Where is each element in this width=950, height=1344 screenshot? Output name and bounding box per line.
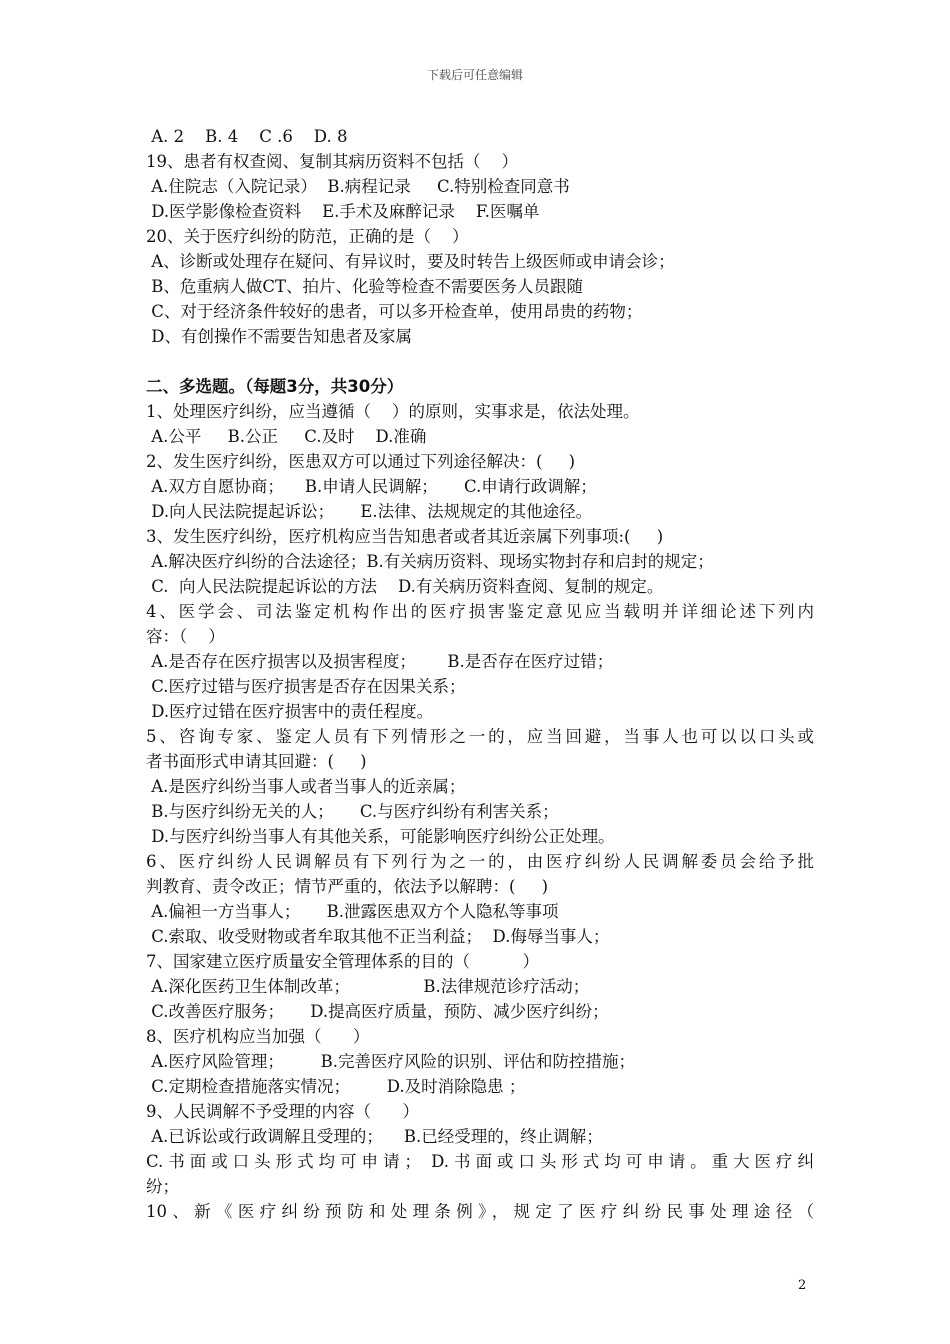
text-line: A.双方自愿协商； B.申请人民调解； C.申请行政调解；: [146, 477, 597, 496]
text-line: D.医学影像检查资料 E.手术及麻醉记录 F.医嘱单: [146, 202, 540, 221]
text-line: C. 向人民法院提起诉讼的方法 D.有关病历资料查阅、复制的规定。: [146, 577, 664, 596]
text-line: D.医疗过错在医疗损害中的责任程度。: [146, 702, 434, 721]
text-line: A.已诉讼或行政调解且受理的； B.已经受理的，终止调解；: [146, 1127, 603, 1146]
question-19: 19、患者有权查阅、复制其病历资料不包括（ ）: [146, 152, 518, 171]
text-line: A.是否存在医疗损害以及损害程度； B.是否存在医疗过错；: [146, 652, 614, 671]
blank-line: [146, 349, 814, 374]
text-line: A.医疗风险管理； B.完善医疗风险的识别、评估和防控措施；: [146, 1052, 635, 1071]
question-4: 4、医学会、司法鉴定机构作出的医疗损害鉴定意见应当载明并详细论述下列内: [146, 602, 814, 621]
text-line: B.与医疗纠纷无关的人； C.与医疗纠纷有利害关系；: [146, 802, 559, 821]
text-line: C、对于经济条件较好的患者，可以多开检查单，使用昂贵的药物；: [146, 302, 643, 321]
text-line: 判教育、责令改正；情节严重的，依法予以解聘：( ): [146, 877, 549, 896]
question-7: 7、国家建立医疗质量安全管理体系的目的（ ）: [146, 952, 539, 971]
text-line: A.深化医药卫生体制改革； B.法律规范诊疗活动；: [146, 977, 590, 996]
text-line: A. 2 B. 4 C .6 D. 8: [146, 127, 348, 146]
page-number: 2: [798, 1278, 807, 1293]
text-line: A、诊断或处理存在疑问、有异议时，要及时转告上级医师或申请会诊；: [146, 252, 675, 271]
text-line: C.索取、收受财物或者牟取其他不正当利益； D.侮辱当事人；: [146, 927, 610, 946]
text-line: B、危重病人做CT、拍片、化验等检查不需要医务人员跟随: [146, 277, 584, 296]
question-6: 6、医疗纠纷人民调解员有下列行为之一的，由医疗纠纷人民调解委员会给予批: [146, 852, 814, 871]
text-line: C.改善医疗服务； D.提高医疗质量，预防、减少医疗纠纷；: [146, 1002, 609, 1021]
text-line: C.书面或口头形式均可申请； D.书面或口头形式均可申请。重大医疗纠: [146, 1152, 814, 1171]
question-3: 3、发生医疗纠纷，医疗机构应当告知患者或者其近亲属下列事项:( ): [146, 527, 664, 546]
text-line: D.向人民法院提起诉讼； E.法律、法规规定的其他途径。: [146, 502, 593, 521]
text-line: C.定期检查措施落实情况； D.及时消除隐患 ；: [146, 1077, 526, 1096]
text-line: D.与医疗纠纷当事人有其他关系，可能影响医疗纠纷公正处理。: [146, 827, 615, 846]
text-line: A.是医疗纠纷当事人或者当事人的近亲属；: [146, 777, 466, 796]
question-body: [146, 124, 814, 1224]
question-20: 20、关于医疗纠纷的防范，正确的是（ ）: [146, 227, 469, 246]
text-line: 纷；: [146, 1177, 179, 1196]
text-line: A.公平 B.公正 C.及时 D.准确: [146, 427, 427, 446]
question-9: 9、人民调解不予受理的内容（ ）: [146, 1102, 419, 1121]
text-line: A.解决医疗纠纷的合法途径；B.有关病历资料、现场实物封存和启封的规定；: [146, 552, 714, 571]
question-5: 5、咨询专家、鉴定人员有下列情形之一的，应当回避，当事人也可以以口头或: [146, 727, 814, 746]
text-line: A.住院志（入院记录） B.病程记录 C.特别检查同意书: [146, 177, 570, 196]
text-line: C.医疗过错与医疗损害是否存在因果关系；: [146, 677, 466, 696]
question-8: 8、医疗机构应当加强（ ）: [146, 1027, 370, 1046]
question-10: 10、新《医疗纠纷预防和处理条例》，规定了医疗纠纷民事处理途径（: [146, 1202, 814, 1221]
text-line: D、有创操作不需要告知患者及家属: [146, 327, 412, 346]
text-line: 者书面形式申请其回避：( ): [146, 752, 367, 771]
text-line: 容：（ ）: [146, 627, 225, 646]
question-2: 2、发生医疗纠纷，医患双方可以通过下列途径解决：( ): [146, 452, 576, 471]
text-line: A.偏袒一方当事人； B.泄露医患双方个人隐私等事项: [146, 902, 559, 921]
section-heading: 二、多选题。（每题3分，共30分）: [146, 377, 404, 396]
page-header: 下载后可任意编辑: [426, 68, 523, 82]
question-1: 1、处理医疗纠纷，应当遵循（ ）的原则，实事求是，依法处理。: [146, 402, 640, 421]
